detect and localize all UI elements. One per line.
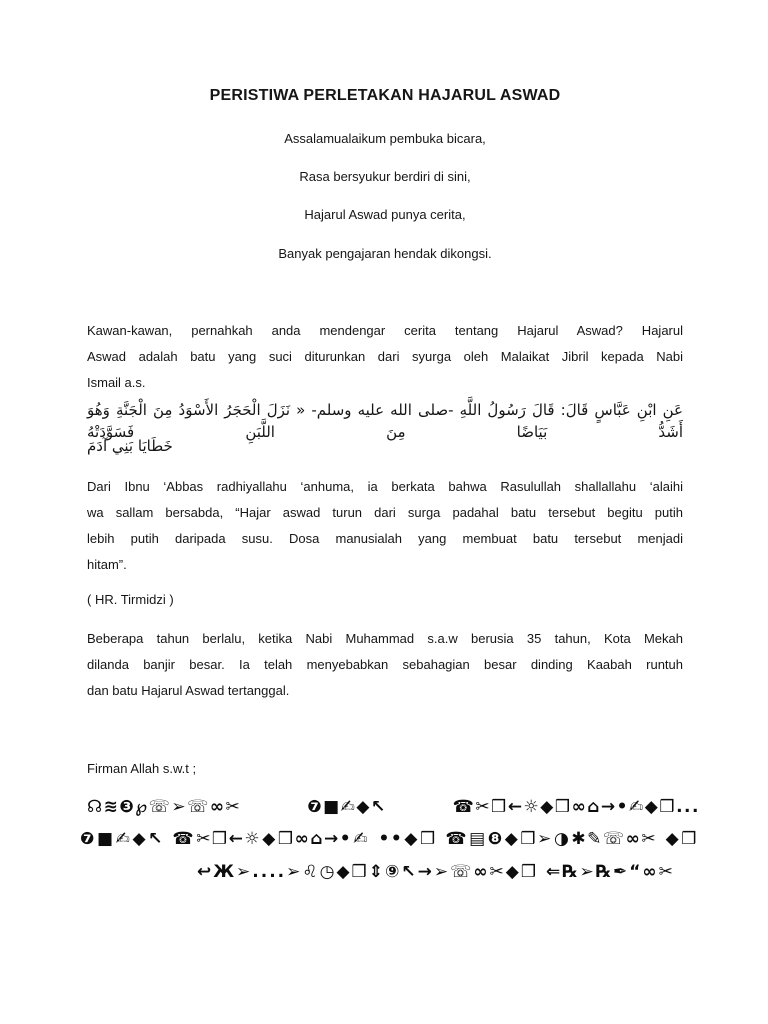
arabic-hadith-line: عَنِ ابْنِ عَبَّاسٍ قَالَ: قَالَ رَسُولُ اللَّهِ -صلى الله عليه وسلم- « نَزَلَ الْحَجَرُ الأَسْوَدُ مِنَ الْجَنَّةِ وَهُوَ أَشَدُّ بَيَاضًا مِنَ اللَّبَنِ فَسَوَّدَتْهُ bbox=[87, 401, 683, 441]
firman-label: Firman Allah s.w.t ; bbox=[87, 761, 197, 776]
poem-line: Rasa bersyukur berdiri di sini, bbox=[299, 169, 471, 184]
poem-line: Assalamualaikum pembuka bicara, bbox=[284, 131, 486, 146]
paragraph-line: Aswad adalah batu yang suci diturunkan dari syurga oleh Malaikat Jibril kepada Nabi bbox=[87, 349, 683, 364]
paragraph-line: hitam”. bbox=[87, 557, 127, 572]
paragraph-line: Beberapa tahun berlalu, ketika Nabi Muhammad s.a.w berusia 35 tahun, Kota Mekah bbox=[87, 631, 683, 646]
symbol-line-segment: ❼■✍◆↖ bbox=[307, 797, 387, 817]
symbol-line: ↩Ж➢....➢♌◷◆❒⇕⑨↖→➢☏∞✂◆❒ ⇐℞➢℞✒“∞✂ bbox=[197, 862, 675, 882]
hadith-source: ( HR. Tirmidzi ) bbox=[87, 592, 174, 607]
symbol-line-segment: ☊≋❸℘☏➢☏∞✂ bbox=[87, 797, 242, 817]
page-title: PERISTIWA PERLETAKAN HAJARUL ASWAD bbox=[209, 87, 561, 104]
paragraph-line: Kawan-kawan, pernahkah anda mendengar cerita tentang Hajarul Aswad? Hajarul bbox=[87, 323, 683, 338]
poem-line: Hajarul Aswad punya cerita, bbox=[304, 207, 466, 222]
poem-line: Banyak pengajaran hendak dikongsi. bbox=[278, 246, 492, 261]
symbol-line bbox=[87, 796, 700, 818]
arabic-hadith-line: خَطَايَا بَنِي آدَمَ bbox=[87, 437, 173, 455]
symbol-line: ❼■✍◆↖ ☎✂❒←☼◆❒∞⌂→•✍ ••◆❒ ☎▤❽◆❒➢◑✱✎☏∞✂ ◆❒ bbox=[80, 829, 698, 849]
paragraph-line: lebih putih daripada susu. Dosa manusialah yang membuat batu tersebut menjadi bbox=[87, 531, 683, 546]
paragraph-line: wa sallam bersabda, “Hajar aswad turun dari surga padahal batu tersebut begitu putih bbox=[87, 505, 683, 520]
symbol-line-segment: ☎✂❒←☼◆❒∞⌂→•✍◆❒... bbox=[452, 797, 700, 817]
paragraph-line: Dari Ibnu ‘Abbas radhiyallahu ‘anhuma, ia berkata bahwa Rasulullah shallallahu ‘alaihi bbox=[87, 479, 683, 494]
paragraph-line: dan batu Hajarul Aswad tertanggal. bbox=[87, 683, 290, 698]
paragraph-line: dilanda banjir besar. Ia telah menyebabkan sebahagian besar dinding Kaabah runtuh bbox=[87, 657, 683, 672]
paragraph-line: Ismail a.s. bbox=[87, 375, 146, 390]
